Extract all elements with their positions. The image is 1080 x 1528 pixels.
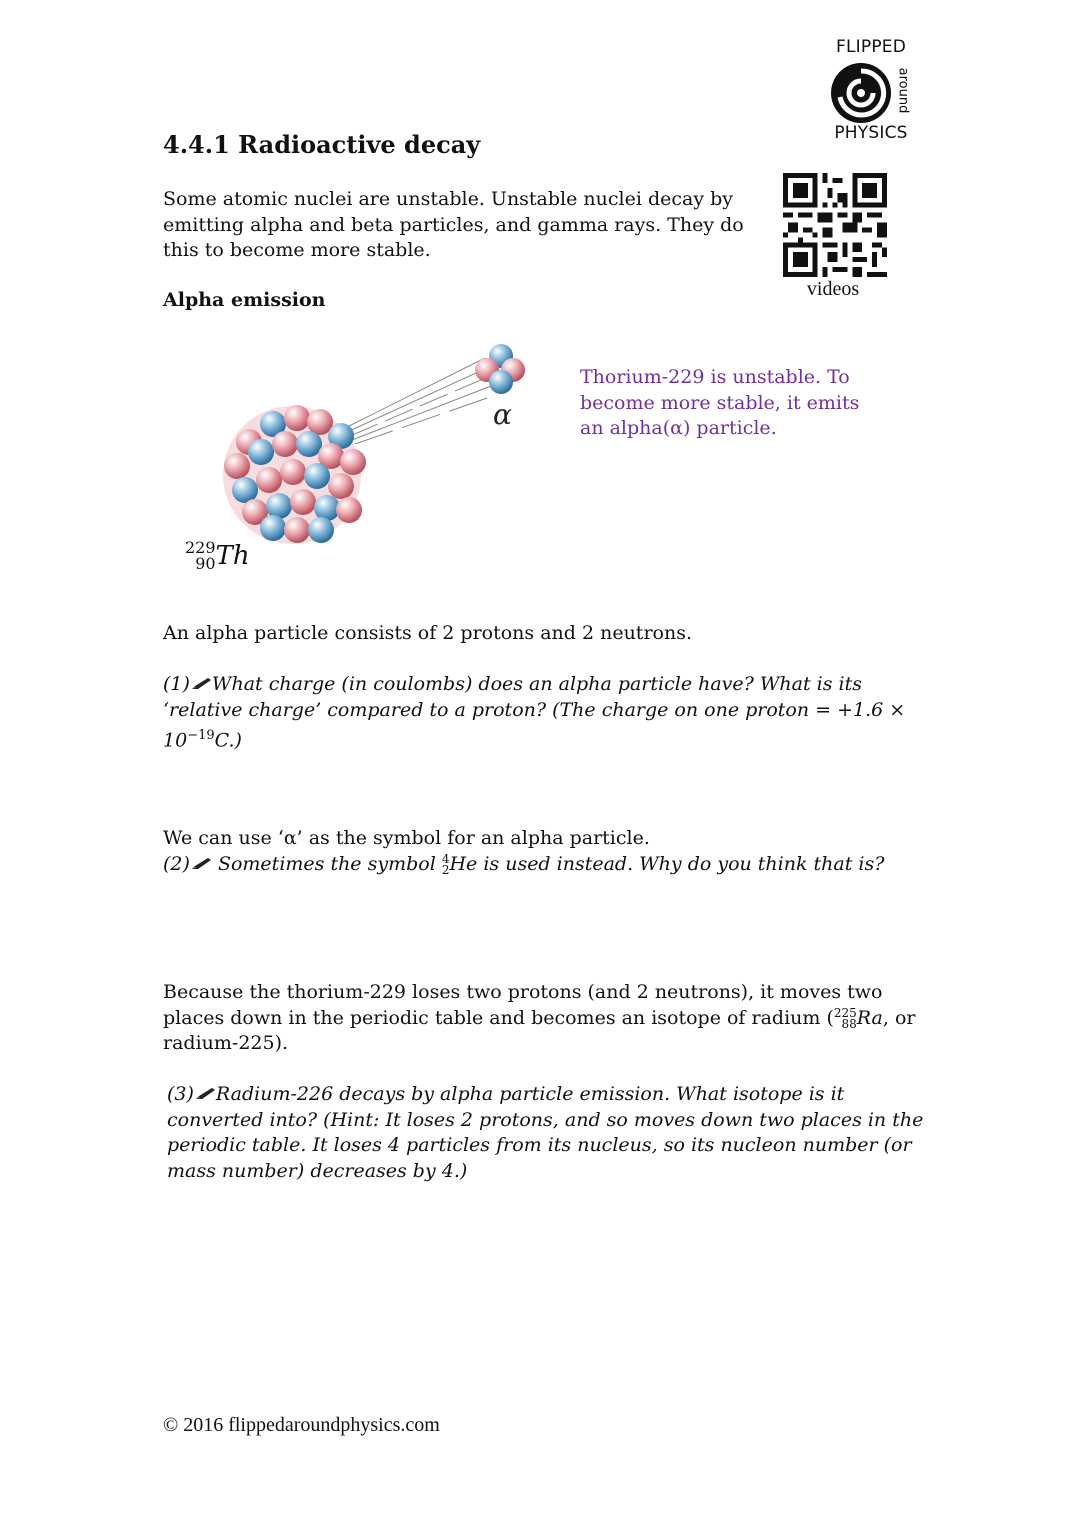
logo-side-text: around xyxy=(895,67,911,114)
thorium-paragraph xyxy=(163,980,923,1057)
question-2 xyxy=(163,852,933,878)
nuclide-symbol: Th xyxy=(215,541,250,571)
logo-top-text: FLIPPED xyxy=(836,37,906,57)
question-2-text-end: is used instead. Why do you think that is? xyxy=(477,853,885,875)
question-2-text: Sometimes the symbol xyxy=(211,853,442,875)
question-3-text: Radium-226 decays by alpha particle emission. What isotope is it converted into? (Hint: It loses 2 protons, and so moves down two places in the periodic table. It loses 4 particles from its nucleus, so its nucleon number (or mass number) decreases by 4.) xyxy=(167,1083,924,1182)
question-2-number: (2) xyxy=(163,853,190,875)
nuclide-atomic-number: 90 xyxy=(195,554,216,573)
radium-symbol: Ra xyxy=(856,1006,883,1029)
logo-bottom-text: PHYSICS xyxy=(834,123,908,143)
question-1-unit: C.) xyxy=(214,729,242,752)
footer-copyright: © 2016 flippedaroundphysics.com xyxy=(163,1414,440,1436)
thorium-nuclide-label xyxy=(185,540,250,572)
alpha-description: An alpha particle consists of 2 protons and 2 neutrons. xyxy=(163,622,692,644)
alpha-symbol-label: α xyxy=(493,398,512,431)
intro-paragraph: Some atomic nuclei are unstable. Unstable nuclei decay by emitting alpha and beta particles, and gamma rays. They do this to become more stable. xyxy=(163,188,744,261)
question-1-number: (1) xyxy=(163,673,190,695)
alpha-emission-diagram xyxy=(215,340,535,550)
qr-code[interactable] xyxy=(783,173,887,277)
thorium-paragraph-text: Because the thorium-229 loses two protons (and 2 neutrons), it moves two places down in the periodic table and becomes an isotope of radium ( xyxy=(163,981,883,1029)
question-1-exponent: −19 xyxy=(187,728,215,743)
question-3 xyxy=(167,1082,927,1184)
helium-mass-number: 4 xyxy=(441,852,450,866)
flipped-physics-logo xyxy=(825,37,917,145)
thorium-paragraph-text-end: , or radium-225). xyxy=(163,1006,916,1054)
radium-mass-number: 225 xyxy=(833,1005,857,1020)
alpha-symbol-line: We can use ‘α’ as the symbol for an alpha particle. xyxy=(163,827,650,849)
section-heading: Alpha emission xyxy=(163,289,326,311)
question-1-text: What charge (in coulombs) does an alpha particle have? What is its ‘relative charge’ compared to a proton? (The charge on one proton = +1.6 × 10 xyxy=(163,673,906,752)
thorium-nucleus xyxy=(223,405,366,544)
diagram-caption: Thorium-229 is unstable. To become more stable, it emits an alpha(α) particle. xyxy=(580,366,860,439)
pencil-icon xyxy=(190,857,212,871)
helium-symbol: He xyxy=(449,853,478,875)
qr-label: videos xyxy=(806,278,860,300)
radium-atomic-number: 88 xyxy=(841,1016,857,1031)
helium-atomic-number: 2 xyxy=(441,863,450,877)
page-title: 4.4.1 Radioactive decay xyxy=(163,130,481,159)
alpha-particle xyxy=(475,344,525,394)
pencil-icon xyxy=(190,677,212,691)
motion-trail-lines xyxy=(345,358,493,444)
nuclide-mass-number: 229 xyxy=(185,538,216,557)
question-3-number: (3) xyxy=(167,1083,194,1105)
pencil-icon xyxy=(194,1087,216,1101)
question-1 xyxy=(163,672,933,754)
